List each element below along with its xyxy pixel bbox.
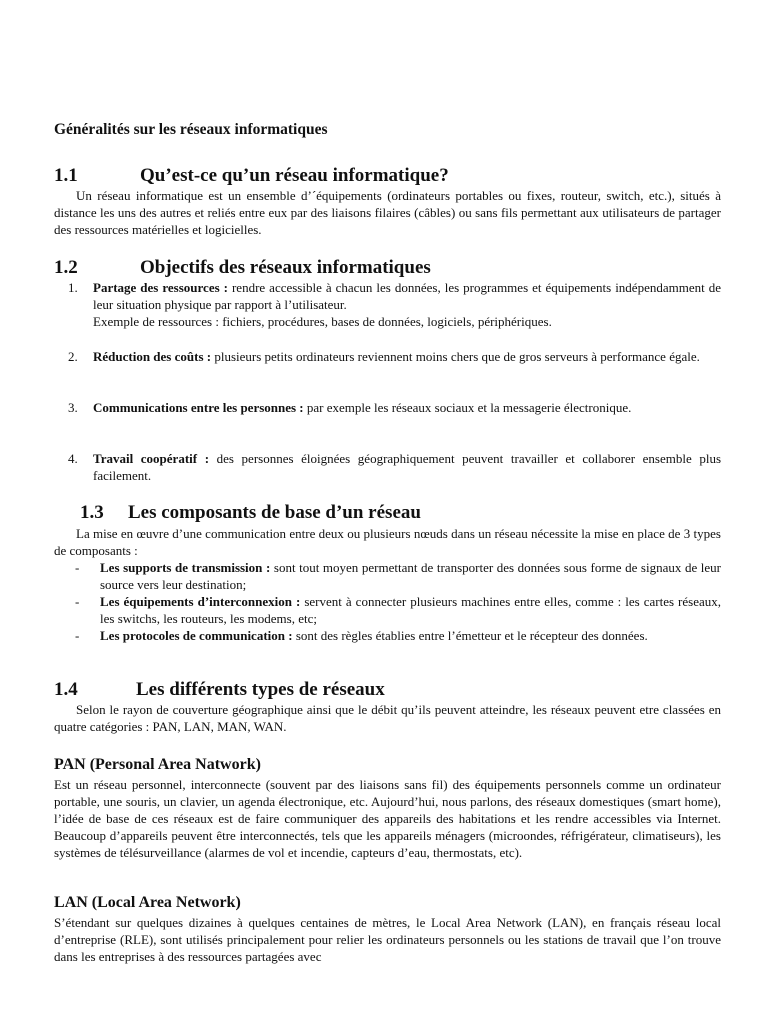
pan-paragraph: Est un réseau personnel, interconnecte (souvent par des liaisons sans fil) des équipements personnels comme un ordinateur portable, une souris, un clavier, un agenda électronique, etc. Aujourd’hui, nous parlons, des réseaux domestiques (smart home), l’idée de base de ces réseaux est de faire communiquer des appareils des habitations et les rendre accessibles via Internet. Beaucoup d’appareils peuvent être interconnectés, tels que les appareils ménagers (microondes, réfrigérateur, climatiseurs), les systèmes de télésurveillance (alarmes de vol et incendie, capteurs d’eau, thermostats, etc). <box>54 777 721 860</box>
objective-item-2: 2. Réduction des coûts : plusieurs petits ordinateurs reviennent moins chers que de gros serveurs à performance égale. <box>68 349 700 364</box>
section-1-4-heading <box>54 679 385 701</box>
section-1-4-intro: Selon le rayon de couverture géographique ainsi que le débit qu’ils peuvent atteindre, les réseaux peuvent etre classées en quatre catégories : PAN, LAN, MAN, WAN. <box>54 702 721 734</box>
section-1-2-heading <box>54 257 431 279</box>
document-title: Généralités sur les réseaux informatiques <box>54 121 328 138</box>
section-number: 1.1 <box>54 165 78 186</box>
component-item-transmission: - Les supports de transmission : sont tout moyen permettant de transporter des données sous forme de signaux de leur source vers leur destination; <box>75 560 721 592</box>
section-title: Qu’est-ce qu’un réseau informatique? <box>140 165 449 186</box>
section-number: 1.2 <box>54 257 78 278</box>
lan-paragraph: S’étendant sur quelques dizaines à quelques centaines de mètres, le Local Area Network (LAN), en français réseau local d’entreprise (RLE), sont utilisés principalement pour relier les ordinateurs personnels ou les stations de travail que l’on trouve dans les entreprises à des ressources partagées avec <box>54 915 721 964</box>
lan-heading: LAN (Local Area Network) <box>54 894 241 911</box>
section-title: Les composants de base d’un réseau <box>128 502 421 523</box>
section-title: Les différents types de réseaux <box>136 679 385 700</box>
section-number: 1.3 <box>80 502 104 523</box>
section-title: Objectifs des réseaux informatiques <box>140 257 431 278</box>
component-item-protocoles: - Les protocoles de communication : sont des règles établies entre l’émetteur et le récepteur des données. <box>75 628 648 643</box>
objective-item-1: 1. Partage des ressources : rendre accessible à chacun les données, les programmes et équipements indépendamment de leur situation physique par rapport à l’utilisateur. Exemple de ressources : fichiers, procédures, bases de données, logiciels, périphériques. <box>68 280 721 329</box>
objective-item-3: 3. Communications entre les personnes : par exemple les réseaux sociaux et la messagerie électronique. <box>68 400 632 415</box>
objective-item-4: 4. Travail coopératif : des personnes éloignées géographiquement peuvent travailler et collaborer ensemble plus facilement. <box>68 451 722 483</box>
pan-heading: PAN (Personal Area Natwork) <box>54 756 261 773</box>
section-1-1-heading <box>54 165 449 187</box>
section-1-3-intro: La mise en œuvre d’une communication entre deux ou plusieurs nœuds dans un réseau nécessite la mise en place de 3 types de composants : <box>54 526 721 558</box>
section-number: 1.4 <box>54 679 78 700</box>
component-item-interconnexion: - Les équipements d’interconnexion : servent à connecter plusieurs machines entre elles, comme : les cartes réseaux, les switchs, les routeurs, les modems, etc; <box>75 594 721 626</box>
section-1-1-paragraph: Un réseau informatique est un ensemble d’´équipements (ordinateurs portables ou fixes, routeur, switch, etc.), situés à distance les uns des autres et reliés entre eux par des liaisons filaires (câbles) ou sans fils permettant aux utilisateurs de partager des ressources matérielles et logicielles. <box>54 188 721 237</box>
section-1-3-heading <box>80 502 421 524</box>
